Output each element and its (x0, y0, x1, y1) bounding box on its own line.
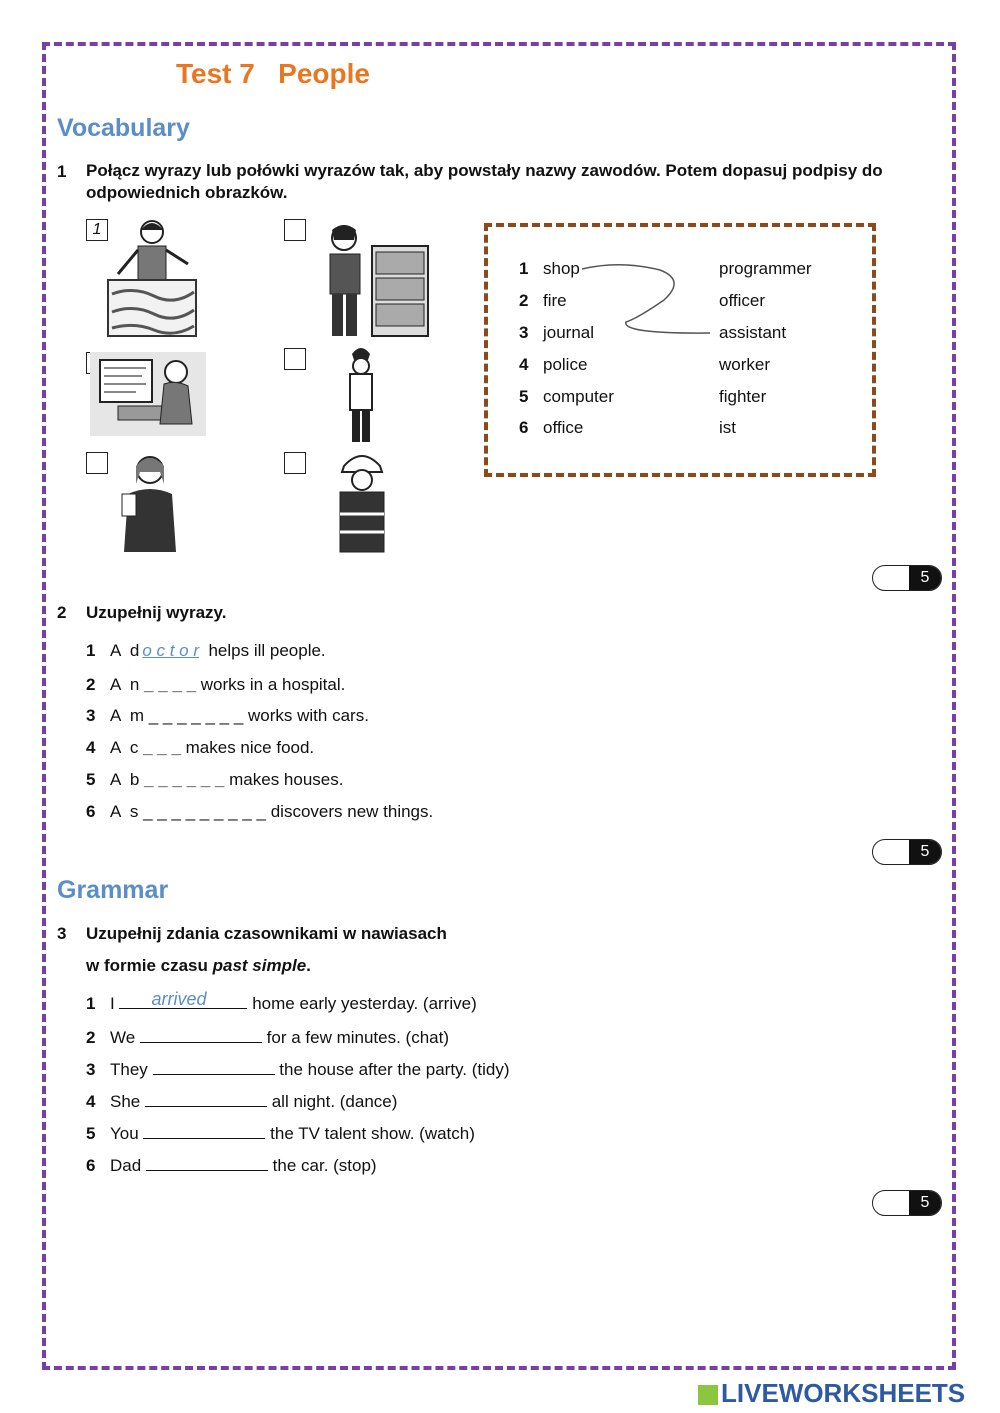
word-left-number: 5 (519, 387, 529, 406)
item-prefix: A s (110, 802, 139, 821)
q3-instruction-line1: Uzupełnij zdania czasownikami w nawiasach (86, 924, 447, 943)
q3-item-4 (86, 1090, 397, 1112)
word-left-number: 3 (519, 323, 529, 342)
q3-instruction-end: . (306, 956, 311, 975)
liveworksheets-logo-icon (698, 1385, 718, 1405)
word-left-text: police (543, 355, 588, 374)
footer-brand-text: LIVEWORKSHEETS (721, 1378, 966, 1408)
item-number: 3 (86, 706, 96, 725)
item-text: helps ill people. (208, 641, 326, 660)
word-left-text: office (543, 418, 584, 437)
item-number: 2 (86, 675, 96, 694)
q3-item-1 (86, 989, 477, 1014)
office-worker-illustration (314, 216, 432, 338)
word-left-6[interactable] (519, 418, 583, 438)
picture-answer-box-2[interactable] (284, 219, 306, 241)
item-number: 5 (86, 1124, 96, 1143)
section-vocabulary: Vocabulary (57, 114, 190, 142)
item-prefix: A d (110, 641, 140, 660)
answer-input[interactable] (145, 1090, 267, 1107)
score-value: 5 (909, 840, 941, 864)
item-prefix: A n (110, 675, 140, 694)
item-prefix: A m (110, 706, 145, 725)
item-prefix: A c (110, 738, 139, 757)
word-left-text: journal (543, 323, 595, 342)
item-text: makes nice food. (185, 738, 315, 757)
item-number: 6 (86, 1156, 96, 1175)
shop-assistant-illustration (104, 216, 200, 340)
word-left-number: 2 (519, 291, 529, 310)
answer-input[interactable] (119, 989, 247, 1009)
police-officer-illustration (338, 344, 384, 444)
item-text: makes houses. (229, 770, 344, 789)
picture-answer-box-1[interactable]: 1 (86, 219, 108, 241)
picture-answer-box-6[interactable] (284, 452, 306, 474)
word-right-2[interactable]: officer (719, 291, 765, 310)
score-pill-q2 (872, 839, 942, 865)
score-value: 5 (909, 1191, 941, 1215)
item-subject: You (110, 1124, 139, 1143)
q2-instruction: Uzupełnij wyrazy. (86, 603, 227, 622)
item-number: 3 (86, 1060, 96, 1079)
word-left-text: computer (543, 387, 614, 406)
answer-blanks[interactable]: _ _ _ _ _ _ _ (148, 706, 244, 725)
q3-item-3 (86, 1058, 510, 1080)
answer-input[interactable] (153, 1058, 275, 1075)
liveworksheets-logo (698, 1378, 965, 1409)
score-value: 5 (909, 566, 941, 590)
page-title: Test 7 People (176, 58, 370, 89)
q1-instruction: Połącz wyrazy lub połówki wyrazów tak, aby powstały nazwy zawodów. Potem dopasuj podpisy do odpowiednich obrazków. (86, 161, 883, 202)
word-left-text: fire (543, 291, 567, 310)
word-right-3[interactable]: assistant (719, 323, 787, 342)
item-text: discovers new things. (270, 802, 434, 821)
picture-answer-box-5[interactable] (86, 452, 108, 474)
item-subject: She (110, 1092, 141, 1111)
item-number: 2 (86, 1028, 96, 1047)
word-right-6[interactable]: ist (719, 418, 736, 437)
q2-item-1 (86, 641, 326, 661)
section-grammar: Grammar (57, 876, 169, 904)
q3-instruction-text: w formie czasu (86, 956, 213, 975)
word-right-1[interactable]: programmer (719, 259, 812, 278)
word-right-4[interactable]: worker (719, 355, 771, 374)
q2-item-4 (86, 738, 314, 758)
word-left-1[interactable] (519, 259, 580, 279)
q3-instruction-line2 (86, 955, 311, 977)
item-subject: They (110, 1060, 148, 1079)
item-subject: Dad (110, 1156, 142, 1175)
item-prefix: A b (110, 770, 140, 789)
q2-item-5 (86, 770, 343, 790)
answer-input[interactable]: o c t o r (142, 641, 199, 660)
word-left-4[interactable] (519, 355, 587, 375)
q2-item-3 (86, 706, 369, 726)
answer-input[interactable] (146, 1154, 268, 1171)
answer-value: arrived (151, 989, 207, 1009)
word-left-number: 4 (519, 355, 529, 374)
item-text: all night. (dance) (271, 1092, 398, 1111)
computer-programmer-illustration (88, 350, 208, 438)
q2-item-6 (86, 802, 433, 822)
q3-item-5 (86, 1122, 475, 1144)
word-left-number: 1 (519, 259, 529, 278)
item-text: the car. (stop) (272, 1156, 377, 1175)
item-number: 6 (86, 802, 96, 821)
item-subject: I (110, 994, 115, 1013)
item-text: works with cars. (248, 706, 369, 725)
score-pill-q1 (872, 565, 942, 591)
item-number: 4 (86, 738, 96, 757)
q2-item-2 (86, 675, 345, 695)
q1-number: 1 (57, 162, 67, 181)
q3-item-2 (86, 1026, 449, 1048)
item-number: 1 (86, 994, 96, 1013)
q3-number: 3 (57, 924, 67, 943)
q2-number: 2 (57, 603, 67, 622)
answer-blanks[interactable]: _ _ _ _ (144, 675, 197, 694)
item-number: 1 (86, 641, 96, 660)
answer-blanks[interactable]: _ _ _ _ _ _ _ _ _ (143, 802, 266, 821)
item-text: works in a hospital. (200, 675, 346, 694)
item-number: 4 (86, 1092, 96, 1111)
q3-tense-name: past simple (212, 956, 307, 975)
answer-blanks[interactable]: _ _ _ _ _ _ (144, 770, 225, 789)
item-text: for a few minutes. (chat) (266, 1028, 450, 1047)
journalist-illustration (116, 450, 182, 554)
answer-blanks[interactable]: _ _ _ (143, 738, 181, 757)
item-text: the house after the party. (tidy) (279, 1060, 510, 1079)
word-left-3[interactable] (519, 323, 594, 343)
item-number: 5 (86, 770, 96, 789)
item-subject: We (110, 1028, 136, 1047)
picture-answer-box-4[interactable] (284, 348, 306, 370)
firefighter-illustration (326, 448, 398, 554)
answer-input[interactable] (140, 1026, 262, 1043)
item-text: the TV talent show. (watch) (270, 1124, 475, 1143)
word-left-5[interactable] (519, 387, 614, 407)
word-left-number: 6 (519, 418, 529, 437)
word-left-2[interactable] (519, 291, 567, 311)
word-left-text: shop (543, 259, 580, 278)
word-right-5[interactable]: fighter (719, 387, 767, 406)
answer-input[interactable] (143, 1122, 265, 1139)
item-text: home early yesterday. (arrive) (252, 994, 477, 1013)
score-pill-q3 (872, 1190, 942, 1216)
q3-item-6 (86, 1154, 377, 1176)
